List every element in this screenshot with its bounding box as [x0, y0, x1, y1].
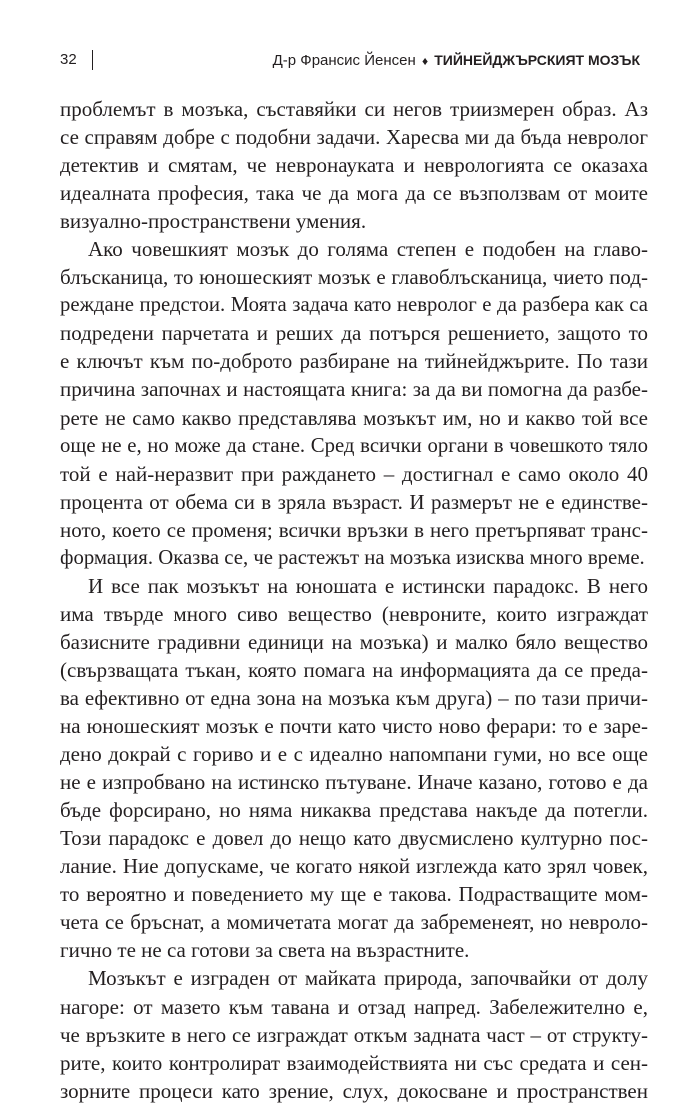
- text-line: дено докрай с гориво и е с идеално напомпани гуми, но все още: [60, 742, 648, 767]
- text-line: зорните процеси като зрение, слух, докосване и пространствен: [60, 1078, 648, 1103]
- text-line: (свързващата тъкан, която помага на информацията да се преда-: [60, 657, 648, 682]
- text-line: формация. Оказва се, че растежът на мозъка изисква много време.: [60, 546, 645, 569]
- text-line: Мозъкът е изграден от майката природа, започвайки от долу: [88, 966, 648, 991]
- text-line: ва ефективно от една зона на мозъка към друга) – по тази причи-: [60, 685, 648, 710]
- header-divider: [92, 50, 93, 70]
- header-book-title: ТИЙНЕЙДЖЪРСКИЯТ МОЗЪК: [434, 52, 640, 68]
- text-line: идеалната професия, така че да мога да се възползвам от моите: [60, 181, 648, 206]
- text-line: И все пак мозъкът на юношата е истински парадокс. В него: [88, 573, 648, 598]
- text-line: че връзките в него се изграждат откъм задната част – от структу-: [60, 1022, 648, 1047]
- text-line: чета се бръснат, а момичетата могат да забременеят, но невроло-: [60, 910, 648, 935]
- text-line: на юношеският мозък е почти като чисто ново ферари: то е заре-: [60, 714, 648, 739]
- text-line: то вероятно и поведението му ще е такова. Подрастващите мом-: [60, 882, 648, 907]
- running-header: [60, 48, 640, 72]
- text-line: причина започнах и настоящата книга: за да ви помогна да разбе-: [60, 377, 648, 402]
- text-line: е ключът към по-доброто разбиране на тийнейджърите. По тази: [60, 349, 648, 374]
- text-line: лание. Ние допускаме, че когато някой изглежда като зрял човек,: [60, 854, 648, 879]
- text-line: има твърде много сиво вещество (невроните, които изграждат: [60, 601, 648, 626]
- diamond-separator-icon: ♦: [421, 54, 429, 68]
- text-line: блъсканица, то юношеският мозък е главоблъсканица, чието под-: [60, 265, 648, 290]
- page-number: 32: [60, 51, 77, 68]
- text-line: рете не само какво представлява мозъкът им, но и какво той все: [60, 405, 648, 430]
- text-line: Този парадокс е довел до нещо като двусмислено културно пос-: [60, 826, 648, 851]
- text-line: той е най-неразвит при раждането – достигнал е само около 40: [60, 461, 648, 486]
- text-line: не е изпробвано на истинско пътуване. Иначе казано, готово е да: [60, 770, 648, 795]
- header-right: [273, 48, 640, 73]
- text-line: нагоре: от мазето към тавана и отзад напред. Забележително е,: [60, 994, 648, 1019]
- text-line: се справям добре с подобни задачи. Харесва ми да бъда невролог: [60, 125, 648, 150]
- text-line: бъде форсирано, но няма никаква представа накъде да потегли.: [60, 798, 648, 823]
- text-line: рите, които контролират взаимодействията ни със средата и сен-: [60, 1050, 648, 1075]
- text-line: още не е, но може да стане. Сред всички органи в човешкото тяло: [60, 434, 648, 457]
- text-line: базисните градивни единици на мозъка) и малко бяло вещество: [60, 629, 648, 654]
- text-line: проблемът в мозъка, съставяйки си негов триизмерен образ. Аз: [60, 97, 648, 121]
- text-line: детектив и смятам, че невронауката и неврологията се оказаха: [60, 153, 648, 178]
- text-line: подредени парчетата и реших да потърся решението, защото то: [60, 321, 648, 346]
- text-line: реждане предстои. Моята задача като невролог е да разбера как са: [60, 294, 648, 317]
- text-line: гично те не са готови за света на възрастните.: [60, 938, 470, 963]
- text-line: ното, което се променя; всички връзки в него претърпяват транс-: [60, 517, 648, 542]
- text-line: процента от обема си в зряла възраст. И размерът не е единстве-: [60, 489, 648, 514]
- body-text: [60, 95, 648, 1105]
- text-line: визуално-пространствени умения.: [60, 209, 367, 234]
- text-line: Ако човешкият мозък до голяма степен е подобен на главо-: [88, 237, 648, 262]
- header-author: Д-р Франсис Йенсен: [272, 52, 416, 69]
